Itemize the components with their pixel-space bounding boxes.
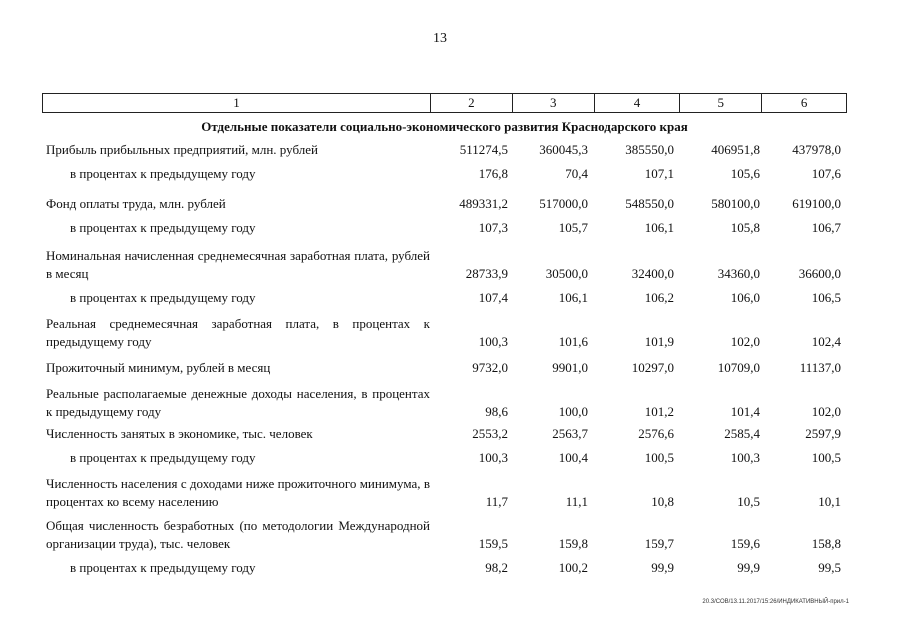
- row-label: Общая численность безработных (по методологии Международной организации труда), тыс. человек: [46, 518, 430, 551]
- header-cell-3: 3: [512, 94, 594, 112]
- row-value-col-5: 106,0: [730, 290, 760, 305]
- row-value-col-3: 360045,3: [539, 142, 588, 157]
- row-value-col-4: 107,1: [644, 166, 674, 181]
- table-subrow: [42, 449, 847, 467]
- row-value-col-5: 580100,0: [711, 196, 760, 211]
- row-value-col-4: 100,5: [644, 450, 674, 465]
- row-value-col-3: 105,7: [558, 220, 588, 235]
- table-row: [42, 247, 847, 283]
- row-value-col-3: 159,8: [558, 536, 588, 551]
- row-label: Прибыль прибыльных предприятий, млн. рублей: [46, 142, 318, 157]
- header-cell-6: 6: [761, 94, 846, 112]
- row-value-col-6: 99,5: [818, 560, 841, 575]
- table-row: [42, 475, 847, 511]
- row-value-col-5: 105,8: [730, 220, 760, 235]
- row-value-col-5: 2585,4: [724, 426, 760, 441]
- section-title: Отдельные показатели социально-экономического развития Краснодарского края: [201, 119, 688, 134]
- row-value-col-3: 30500,0: [545, 266, 588, 281]
- row-value-col-3: 2563,7: [552, 426, 588, 441]
- row-value-col-4: 106,1: [644, 220, 674, 235]
- row-value-col-2: 9732,0: [472, 360, 508, 375]
- table-row: [42, 425, 847, 443]
- table-row: [42, 315, 847, 351]
- row-value-col-6: 437978,0: [792, 142, 841, 157]
- table-subrow: [42, 289, 847, 307]
- row-value-col-2: 28733,9: [465, 266, 508, 281]
- row-value-col-2: 511274,5: [459, 142, 508, 157]
- row-label: Фонд оплаты труда, млн. рублей: [46, 196, 226, 211]
- row-label: Реальные располагаемые денежные доходы населения, в процентах к предыдущему году: [46, 386, 430, 419]
- row-label: в процентах к предыдущему году: [70, 220, 256, 235]
- table-subrow: [42, 219, 847, 237]
- row-value-col-6: 36600,0: [798, 266, 841, 281]
- row-value-col-5: 34360,0: [717, 266, 760, 281]
- row-value-col-3: 100,4: [558, 450, 588, 465]
- header-cell-4: 4: [594, 94, 680, 112]
- table-header-row: [42, 93, 847, 113]
- table-row: [42, 517, 847, 553]
- table-row: [42, 385, 847, 421]
- table-subrow: [42, 165, 847, 183]
- row-value-col-6: 102,0: [811, 404, 841, 419]
- row-value-col-5: 159,6: [730, 536, 760, 551]
- row-label: в процентах к предыдущему году: [70, 560, 256, 575]
- row-value-col-6: 11137,0: [799, 360, 841, 375]
- row-value-col-2: 176,8: [478, 166, 508, 181]
- row-value-col-6: 100,5: [811, 450, 841, 465]
- row-value-col-4: 101,9: [644, 334, 674, 349]
- row-value-col-4: 548550,0: [625, 196, 674, 211]
- row-value-col-4: 10,8: [651, 494, 674, 509]
- row-value-col-2: 107,3: [478, 220, 508, 235]
- row-value-col-5: 100,3: [730, 450, 760, 465]
- row-value-col-6: 10,1: [818, 494, 841, 509]
- row-value-col-6: 158,8: [811, 536, 841, 551]
- row-value-col-2: 98,2: [485, 560, 508, 575]
- row-value-col-2: 100,3: [478, 450, 508, 465]
- page-number: 13: [433, 31, 447, 46]
- row-value-col-6: 107,6: [811, 166, 841, 181]
- row-value-col-2: 2553,2: [472, 426, 508, 441]
- row-value-col-6: 2597,9: [805, 426, 841, 441]
- row-value-col-2: 159,5: [478, 536, 508, 551]
- row-value-col-6: 102,4: [811, 334, 841, 349]
- table-row: [42, 359, 847, 377]
- row-value-col-6: 106,5: [811, 290, 841, 305]
- row-value-col-3: 101,6: [558, 334, 588, 349]
- row-value-col-5: 406951,8: [711, 142, 760, 157]
- row-value-col-5: 99,9: [737, 560, 760, 575]
- row-label: в процентах к предыдущему году: [70, 450, 256, 465]
- row-label: Номинальная начисленная среднемесячная заработная плата, рублей в месяц: [46, 248, 430, 281]
- row-value-col-5: 10709,0: [717, 360, 760, 375]
- row-value-col-3: 11,1: [565, 494, 588, 509]
- row-value-col-2: 100,3: [478, 334, 508, 349]
- row-value-col-2: 489331,2: [459, 196, 508, 211]
- row-label: Численность занятых в экономике, тыс. человек: [46, 426, 313, 441]
- table-subrow: [42, 559, 847, 577]
- row-label: в процентах к предыдущему году: [70, 290, 256, 305]
- row-value-col-3: 70,4: [565, 166, 588, 181]
- row-value-col-3: 106,1: [558, 290, 588, 305]
- header-cell-5: 5: [679, 94, 761, 112]
- table-body: [42, 141, 847, 577]
- row-label: Прожиточный минимум, рублей в месяц: [46, 360, 271, 375]
- row-value-col-5: 101,4: [730, 404, 760, 419]
- row-value-col-2: 107,4: [478, 290, 508, 305]
- header-cell-2: 2: [430, 94, 512, 112]
- row-value-col-4: 99,9: [651, 560, 674, 575]
- row-value-col-3: 100,2: [558, 560, 588, 575]
- row-label: в процентах к предыдущему году: [70, 166, 256, 181]
- footer-stamp: 20.3/СОВ/13.11.2017/15:26/ИНДИКАТИВНЫЙ-прил-1: [702, 599, 849, 605]
- row-value-col-4: 159,7: [644, 536, 674, 551]
- row-value-col-4: 10297,0: [631, 360, 674, 375]
- table-row: [42, 141, 847, 159]
- row-value-col-4: 101,2: [644, 404, 674, 419]
- indicators-table: [42, 93, 847, 577]
- row-value-col-5: 105,6: [730, 166, 760, 181]
- row-value-col-4: 32400,0: [631, 266, 674, 281]
- row-label: Реальная среднемесячная заработная плата, в процентах к предыдущему году: [46, 316, 430, 349]
- row-value-col-3: 517000,0: [539, 196, 588, 211]
- table-row: [42, 195, 847, 213]
- row-value-col-6: 106,7: [811, 220, 841, 235]
- row-value-col-4: 385550,0: [625, 142, 674, 157]
- row-value-col-3: 100,0: [558, 404, 588, 419]
- row-label: Численность населения с доходами ниже прожиточного минимума, в процентах ко всему населению: [46, 476, 430, 509]
- row-value-col-5: 10,5: [737, 494, 760, 509]
- row-value-col-2: 98,6: [485, 404, 508, 419]
- header-cell-1: 1: [233, 95, 240, 110]
- row-value-col-4: 2576,6: [638, 426, 674, 441]
- row-value-col-2: 11,7: [485, 494, 508, 509]
- row-value-col-5: 102,0: [730, 334, 760, 349]
- row-value-col-3: 9901,0: [552, 360, 588, 375]
- row-value-col-6: 619100,0: [792, 196, 841, 211]
- row-value-col-4: 106,2: [644, 290, 674, 305]
